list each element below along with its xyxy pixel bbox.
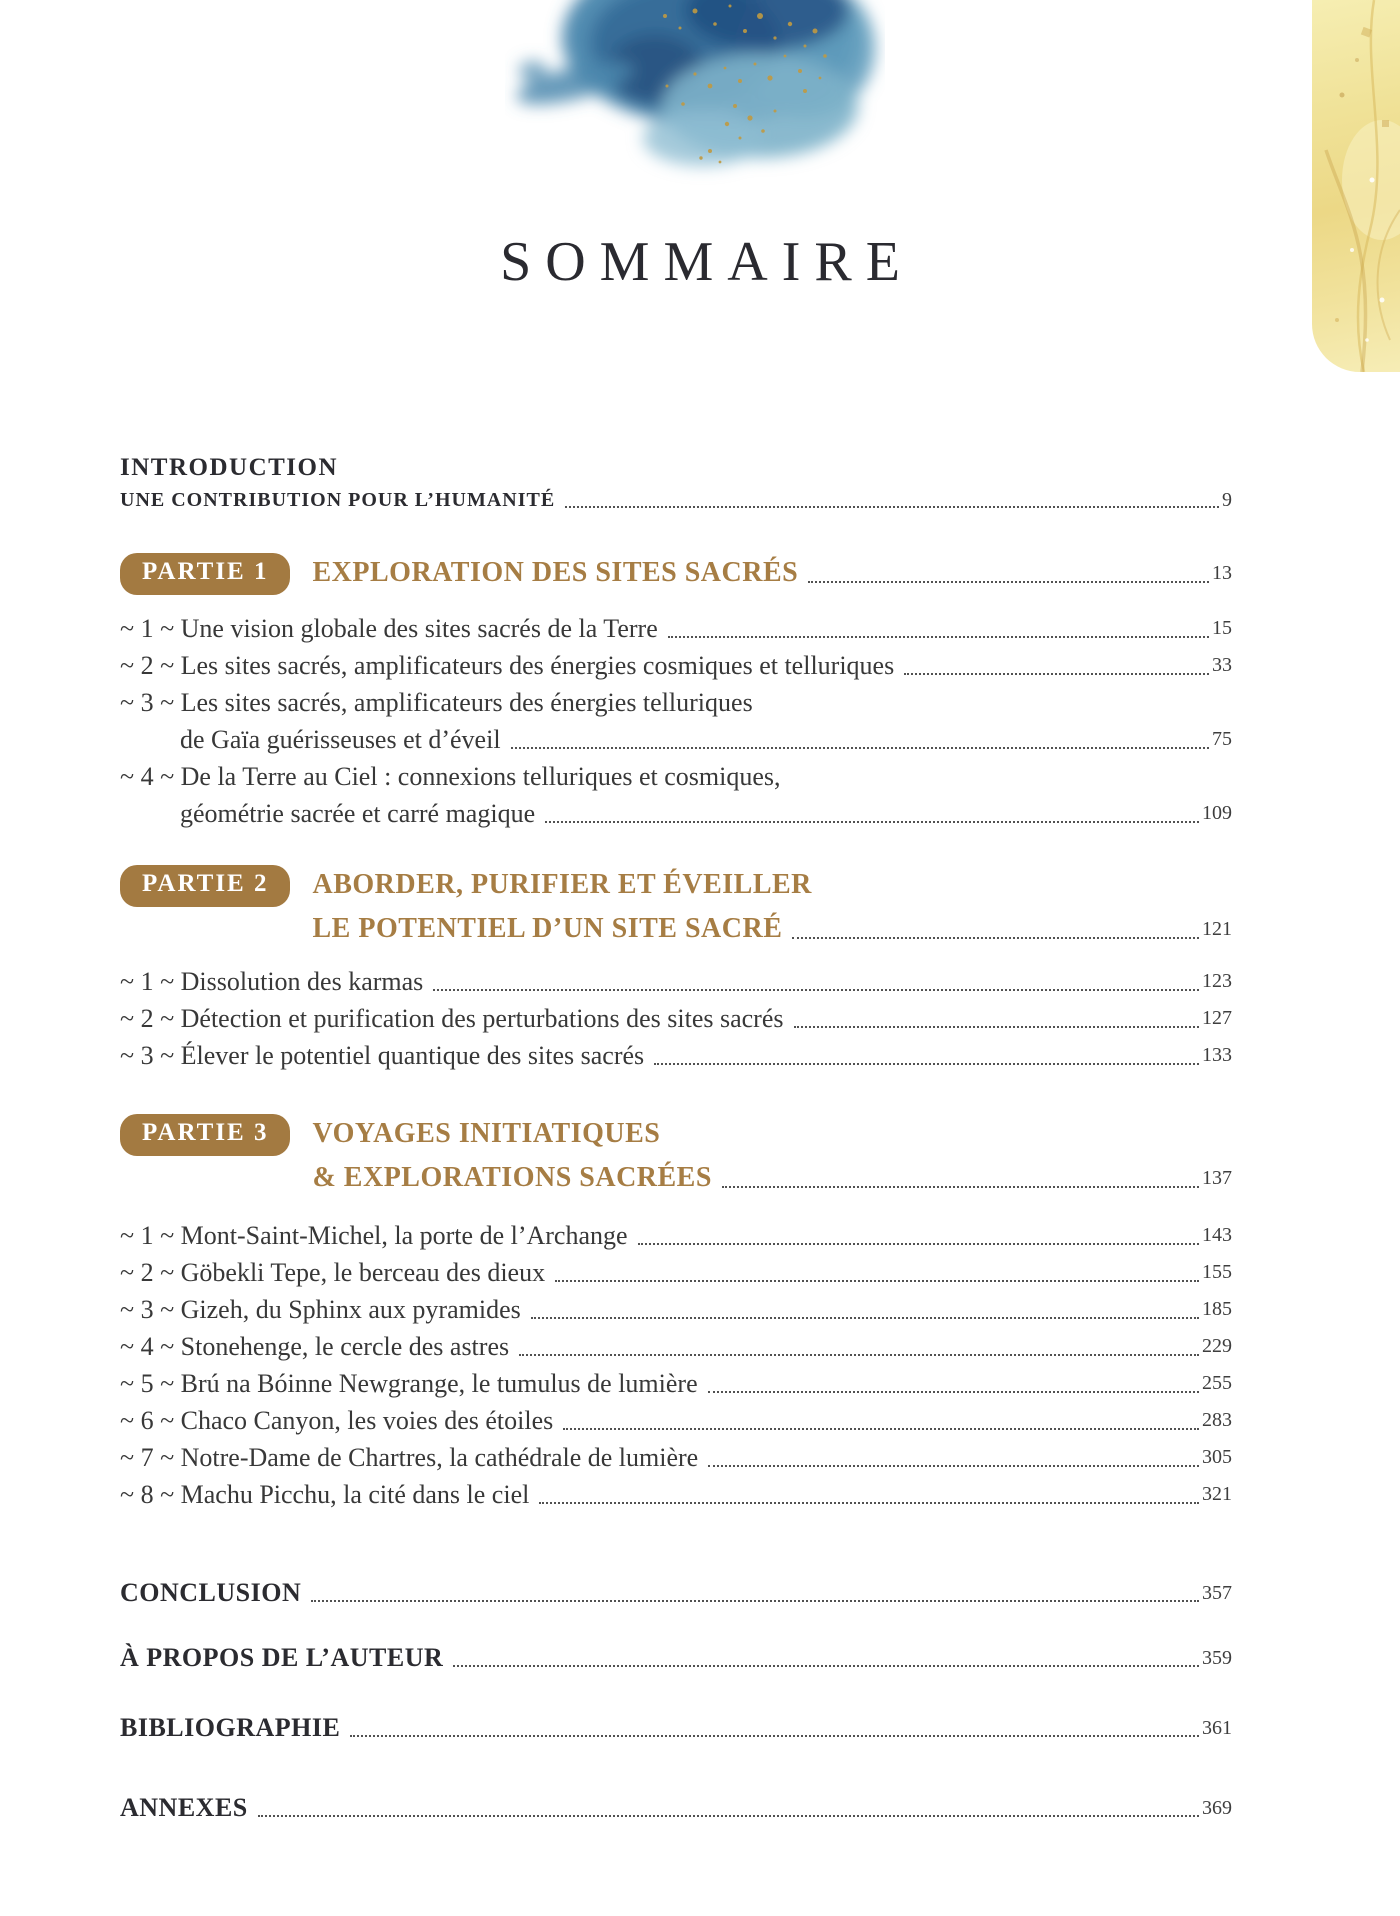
part-1-chapters [120,610,1232,832]
page-number: 185 [1202,1298,1232,1320]
dot-leader [563,1428,1199,1430]
badge-label: PARTIE 3 [142,1119,269,1146]
dot-leader [904,673,1209,675]
dot-leader [722,1186,1199,1188]
chapter-label: ~ 4 ~ Stonehenge, le cercle des astres [120,1332,510,1361]
chapter-label: ~ 6 ~ Chaco Canyon, les voies des étoiles [120,1406,554,1435]
entry-label: CONCLUSION [120,1578,302,1607]
page-number: 357 [1202,1582,1232,1604]
page-number: 33 [1212,654,1232,676]
chapter-entry [120,1037,1232,1074]
chapter-entry [120,1476,1232,1513]
part-2-titles [312,863,1232,951]
dot-leader [433,989,1199,991]
chapter-label: ~ 4 ~ De la Terre au Ciel : connexions telluriques et cosmiques, [120,762,781,791]
part-title: & EXPLORATIONS SACRÉES [312,1162,712,1193]
dot-leader [654,1063,1199,1065]
page-number: 9 [1222,489,1232,511]
entry-label: À PROPOS DE L’AUTEUR [120,1643,444,1672]
part-2-chapters [120,963,1232,1074]
chapter-entry [120,1402,1232,1439]
page-number: 137 [1202,1167,1232,1189]
part-3-chapters [120,1217,1232,1513]
page-number: 13 [1212,562,1232,584]
dot-leader [453,1665,1199,1667]
chapter-entry [120,1365,1232,1402]
blue-watercolor-splash [505,0,885,186]
part-3-title-line-2 [312,1156,1232,1200]
dot-leader [311,1600,1199,1602]
part-2-header [120,863,1232,951]
watercolor-blob-graphic [505,0,885,186]
toc-entry-introduction [120,486,1232,514]
footer-entries [120,1577,1232,1824]
chapter-label: ~ 2 ~ Les sites sacrés, amplificateurs des énergies cosmiques et telluriques [120,651,895,680]
chapter-entry-continuation [120,795,1232,832]
partie-1-badge [120,553,290,595]
chapter-label: ~ 2 ~ Détection et purification des perturbations des sites sacrés [120,1004,784,1033]
chapter-entry [120,1000,1232,1037]
part-title: LE POTENTIEL D’UN SITE SACRÉ [312,913,783,944]
dot-leader [638,1243,1199,1245]
gold-marble-texture [1312,0,1400,372]
chapter-label: ~ 1 ~ Une vision globale des sites sacrés de la Terre [120,614,658,643]
dot-leader [708,1465,1199,1467]
gold-marble-band [1312,0,1400,372]
chapter-entry [120,1291,1232,1328]
chapter-label: ~ 3 ~ Élever le potentiel quantique des sites sacrés [120,1041,645,1070]
page-number: 283 [1202,1409,1232,1431]
page-number: 123 [1202,970,1232,992]
page-number: 109 [1202,802,1232,824]
page-number: 127 [1202,1007,1232,1029]
chapter-entry [120,1217,1232,1254]
dot-leader [668,636,1209,638]
dot-leader [808,581,1209,583]
page-number: 369 [1202,1797,1232,1819]
toc-entry-a-propos [120,1642,1232,1674]
part-2-title-line-2 [312,907,1232,951]
toc-entry-annexes [120,1792,1232,1824]
chapter-entry-continuation [120,721,1232,758]
part-title: VOYAGES INITIATIQUES [312,1118,661,1149]
chapter-label: ~ 1 ~ Dissolution des karmas [120,967,424,996]
toc-entry-conclusion [120,1577,1232,1609]
chapter-label: ~ 8 ~ Machu Picchu, la cité dans le ciel [120,1480,530,1509]
dot-leader [519,1354,1199,1356]
page-number: 15 [1212,617,1232,639]
chapter-label: géométrie sacrée et carré magique [180,799,536,828]
partie-2-badge [120,865,290,907]
dot-leader [531,1317,1199,1319]
chapter-entry [120,610,1232,647]
dot-leader [539,1502,1199,1504]
intro-heading: INTRODUCTION [120,454,339,481]
entry-label: ANNEXES [120,1793,248,1822]
dot-leader [565,506,1219,508]
page-number: 229 [1202,1335,1232,1357]
toc-entry-bibliographie [120,1712,1232,1744]
part-3-titles [312,1112,1232,1200]
dot-leader [794,1026,1200,1028]
page-number: 361 [1202,1717,1232,1739]
dot-leader [350,1735,1199,1737]
page-number: 133 [1202,1044,1232,1066]
chapter-entry [120,1439,1232,1476]
page-number: 155 [1202,1261,1232,1283]
chapter-entry [120,647,1232,684]
page-number: 75 [1212,728,1232,750]
dot-leader [708,1391,1199,1393]
dot-leader [792,937,1199,939]
part-3-title-line-1 [312,1112,1232,1156]
page-number: 305 [1202,1446,1232,1468]
dot-leader [511,747,1209,749]
page-title: SOMMAIRE [500,231,914,293]
chapter-label: ~ 2 ~ Göbekli Tepe, le berceau des dieux [120,1258,546,1287]
part-2-title-line-1 [312,863,1232,907]
part-title: ABORDER, PURIFIER ET ÉVEILLER [312,869,812,900]
badge-label: PARTIE 2 [142,870,269,897]
chapter-entry [120,963,1232,1000]
entry-label: UNE CONTRIBUTION POUR L’HUMANITÉ [120,489,556,511]
badge-label: PARTIE 1 [142,558,269,585]
part-1-title-line [312,551,1232,595]
chapter-entry [120,1254,1232,1291]
part-1-header [120,551,1232,595]
chapter-label: ~ 3 ~ Les sites sacrés, amplificateurs des énergies telluriques [120,688,753,717]
chapter-entry [120,684,1232,721]
chapter-label: ~ 1 ~ Mont-Saint-Michel, la porte de l’Archange [120,1221,628,1250]
chapter-label: ~ 3 ~ Gizeh, du Sphinx aux pyramides [120,1295,521,1324]
part-title: EXPLORATION DES SITES SACRÉS [312,557,799,588]
part-3-header [120,1112,1232,1200]
entry-label: BIBLIOGRAPHIE [120,1713,341,1742]
page-number: 255 [1202,1372,1232,1394]
chapter-entry [120,1328,1232,1365]
part-1-titles [312,551,1232,595]
table-of-contents [120,453,1232,1824]
chapter-label: ~ 7 ~ Notre-Dame de Chartres, la cathédrale de lumière [120,1443,699,1472]
page-number: 359 [1202,1647,1232,1669]
chapter-label: ~ 5 ~ Brú na Bóinne Newgrange, le tumulus de lumière [120,1369,698,1398]
page-number: 143 [1202,1224,1232,1246]
dot-leader [258,1815,1199,1817]
dot-leader [545,821,1199,823]
chapter-entry [120,758,1232,795]
dot-leader [555,1280,1199,1282]
chapter-label: de Gaïa guérisseuses et d’éveil [180,725,501,754]
page-number: 121 [1202,918,1232,940]
partie-3-badge [120,1114,290,1156]
page-number: 321 [1202,1483,1232,1505]
